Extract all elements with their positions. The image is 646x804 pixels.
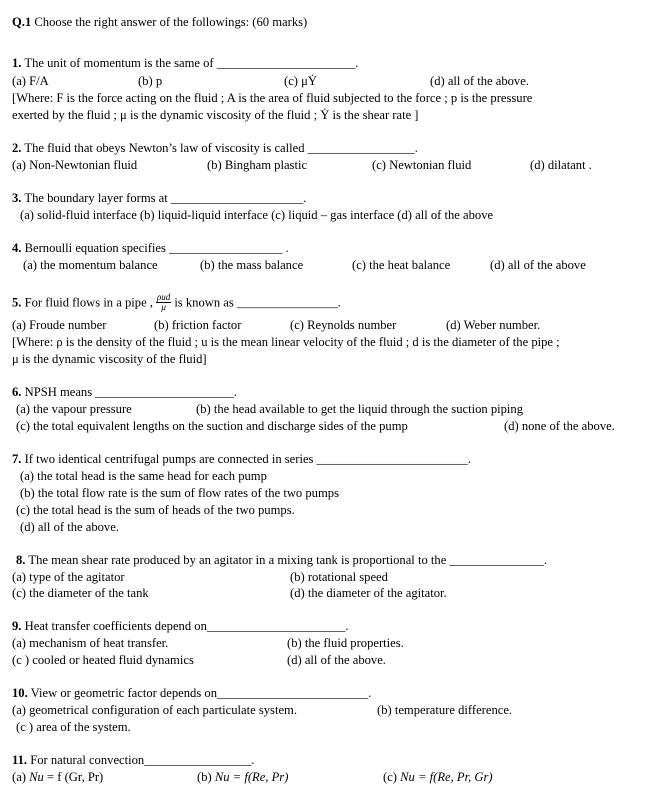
q11-option-b — [197, 769, 288, 785]
q11-a-label: (a) — [12, 770, 30, 784]
q4-stem-text: Bernoulli equation specifies __________________ . — [21, 241, 289, 255]
q9-option-c: (c ) cooled or heated fluid dynamics — [12, 653, 194, 667]
q6-option-d: (d) none of the above. — [504, 419, 615, 433]
q3-number: 3. — [12, 191, 22, 205]
q7-option-c: (c) the total head is the sum of heads of the two pumps. — [16, 503, 295, 517]
q8-option-c: (c) the diameter of the tank — [12, 586, 149, 600]
q3-options: (a) solid-fluid interface (b) liquid-liquid interface (c) liquid – gas interface (d) all of the above — [20, 208, 494, 222]
q6-option-a: (a) the vapour pressure — [16, 402, 132, 416]
q9-option-d: (d) all of the above. — [287, 653, 386, 667]
q11-b-expr: Nu = f(Re, Pr) — [214, 770, 289, 784]
q9-stem-text: Heat transfer coefficients depend on______________________. — [21, 619, 349, 633]
q6-option-b: (b) the head available to get the liquid through the suction piping — [196, 402, 524, 416]
q2-option-a: (a) Non-Newtonian fluid — [12, 158, 138, 172]
q5-number: 5. — [12, 295, 22, 310]
fraction-denominator: μ — [161, 302, 166, 312]
q7-option-d: (d) all of the above. — [20, 520, 119, 534]
q5-option-a: (a) Froude number — [12, 318, 107, 332]
q8-option-d: (d) the diameter of the agitator. — [290, 586, 447, 600]
q1-number: 1. — [12, 56, 22, 70]
q1-where-1: [Where: F is the force acting on the fluid ; A is the area of fluid subjected to the force ; p is the pressure — [12, 91, 533, 105]
q10-option-b: (b) temperature difference. — [377, 703, 513, 717]
q8-option-b: (b) rotational speed — [290, 570, 388, 584]
q10-option-c: (c ) area of the system. — [16, 720, 131, 734]
q11-stem — [12, 752, 254, 768]
q8-number: 8. — [16, 553, 26, 567]
section-title: Choose the right answer of the followings: (60 marks) — [31, 15, 308, 29]
q11-number: 11. — [12, 753, 28, 767]
q8-option-a: (a) type of the agitator — [12, 570, 125, 584]
q11-b-label: (b) — [197, 770, 215, 784]
q6-number: 6. — [12, 385, 22, 399]
q11-c-label: (c) — [383, 770, 401, 784]
q1-stem-text: The unit of momentum is the same of ______________________. — [21, 56, 359, 70]
q10-option-a: (a) geometrical configuration of each particulate system. — [12, 703, 297, 717]
q6-option-c: (c) the total equivalent lengths on the suction and discharge sides of the pump — [16, 419, 408, 433]
q5-stem-pre: For fluid flows in a pipe , — [21, 295, 153, 310]
q2-option-d: (d) dilatant . — [530, 158, 592, 172]
q7-number: 7. — [12, 452, 22, 466]
q1-option-c: (c) μẎ — [284, 74, 317, 88]
q4-option-b: (b) the mass balance — [200, 258, 304, 272]
q7-option-b: (b) the total flow rate is the sum of flow rates of the two pumps — [20, 486, 339, 500]
q11-option-a — [12, 769, 103, 785]
q2-stem-text: The fluid that obeys Newton’s law of viscosity is called _________________. — [21, 141, 418, 155]
q11-a-expr: = f (Gr, Pr) — [43, 770, 104, 784]
q1-option-b: (b) p — [138, 74, 163, 88]
q6-stem-text: NPSH means ______________________. — [21, 385, 237, 399]
header-line — [12, 14, 307, 30]
q2-option-b: (b) Bingham plastic — [207, 158, 308, 172]
q5-where-2: μ is the dynamic viscosity of the fluid] — [12, 352, 207, 366]
fraction-numerator: ρud — [156, 292, 171, 302]
q8-stem-text: The mean shear rate produced by an agitator in a mixing tank is proportional to the _______________. — [25, 553, 548, 567]
q9-option-a: (a) mechanism of heat transfer. — [12, 636, 169, 650]
section-number: Q.1 — [12, 15, 32, 29]
q5-stem — [12, 294, 341, 313]
q11-option-c — [383, 769, 493, 785]
q5-where-1: [Where: ρ is the density of the fluid ; u is the mean linear velocity of the fluid ; d is the diameter of the pipe ; — [12, 335, 560, 349]
q4-option-c: (c) the heat balance — [352, 258, 451, 272]
q3-stem-text: The boundary layer forms at _____________________. — [21, 191, 307, 205]
q6-stem — [12, 384, 237, 400]
q5-stem-post: is known as ________________. — [174, 295, 341, 310]
q11-c-expr: Nu = f(Re, Pr, Gr) — [400, 770, 493, 784]
q5-option-d: (d) Weber number. — [446, 318, 541, 332]
q1-where-2: exerted by the fluid ; μ is the dynamic viscosity of the fluid ; Ẏ is the shear rate ] — [12, 108, 419, 122]
q2-option-c: (c) Newtonian fluid — [372, 158, 472, 172]
q7-stem-text: If two identical centrifugal pumps are connected in series ________________________. — [21, 452, 471, 466]
q9-option-b: (b) the fluid properties. — [287, 636, 404, 650]
q10-number: 10. — [12, 686, 28, 700]
q4-option-a: (a) the momentum balance — [23, 258, 158, 272]
q5-option-b: (b) friction factor — [154, 318, 242, 332]
q4-stem — [12, 240, 289, 256]
q4-number: 4. — [12, 241, 22, 255]
q1-stem — [12, 55, 358, 71]
q9-stem — [12, 618, 349, 634]
q10-stem — [12, 685, 371, 701]
q9-number: 9. — [12, 619, 22, 633]
q7-option-a: (a) the total head is the same head for each pump — [20, 469, 267, 483]
q11-a-nu: Nu — [29, 770, 44, 784]
q2-stem — [12, 140, 418, 156]
q1-option-d: (d) all of the above. — [430, 74, 529, 88]
q7-stem — [12, 451, 471, 467]
q2-number: 2. — [12, 141, 22, 155]
q5-option-c: (c) Reynolds number — [290, 318, 397, 332]
reynolds-fraction — [156, 293, 171, 312]
q8-stem — [16, 552, 547, 568]
q11-stem-text: For natural convection_________________. — [27, 753, 255, 767]
q3-stem — [12, 190, 306, 206]
q10-stem-text: View or geometric factor depends on________________________. — [27, 686, 372, 700]
q1-option-a: (a) F/A — [12, 74, 49, 88]
q4-option-d: (d) all of the above — [490, 258, 586, 272]
